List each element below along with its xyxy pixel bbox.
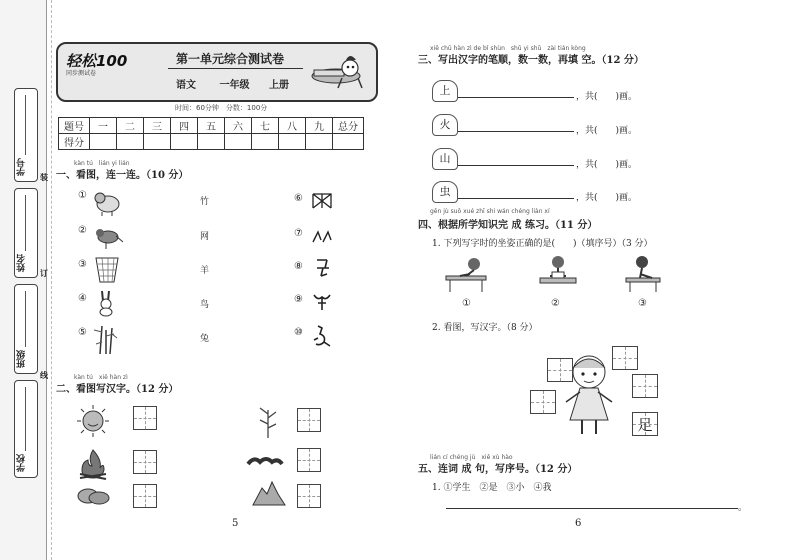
posture-picture-2-icon [536,254,580,294]
stroke-order-line[interactable] [458,131,574,132]
bug-picture-icon [244,454,284,470]
item-number: ⑨ [294,294,303,305]
score-cell[interactable] [90,134,117,150]
posture-picture-3-icon [622,254,664,294]
section2-heading: 二、看图写汉字。（12 分） [56,384,179,395]
score-cell[interactable] [171,134,198,150]
subject: 语文 [176,80,196,91]
rabbit-picture-icon [94,289,118,317]
row-label-question: 题号 [59,118,90,134]
column-header: 八 [279,118,306,134]
match-word: 羊 [200,266,210,276]
item-number: ⑦ [294,228,303,239]
match-word: 兔 [200,334,210,344]
stone-picture-icon [76,482,110,506]
section5-question1: 1. ①学生 ②是 ③小 ④我 [432,483,552,493]
cartoon-mascot-icon [308,50,370,94]
class-box [14,284,38,374]
ancient-glyph-bird-icon [312,324,332,348]
seal-char: 线 [40,371,48,380]
writing-grid[interactable] [133,450,157,474]
stroke-count-blank[interactable]: ，共( )画。 [576,160,638,170]
sheep-picture-icon [94,190,122,216]
writing-grid[interactable] [297,408,321,432]
score-cell[interactable] [225,134,252,150]
section1-pinyin: kàn tú lián yi lián [74,160,130,167]
stroke-char-badge: 虫 [432,181,458,203]
item-number: ⑤ [78,327,87,338]
seal-char: 装 [40,173,48,182]
title-banner [56,42,378,102]
writing-grid[interactable] [547,358,573,382]
section4-pinyin: gēn jù suǒ xué zhī shi wán chéng liàn xí [430,208,550,215]
page-number-right: 6 [575,518,582,529]
column-header: 三 [144,118,171,134]
score-cell[interactable] [144,134,171,150]
column-header-total: 总分 [333,118,364,134]
section3-heading: 三、写出汉字的笔顺，数一数，再填 空。（12 分） [418,55,644,66]
paper-info [176,76,289,91]
school-box [14,380,38,478]
score-table [58,117,364,150]
match-word: 网 [200,232,210,242]
school-label: 学校 [17,454,27,472]
column-header: 二 [117,118,144,134]
ancient-glyph-net-icon [311,192,333,210]
bird-picture-icon [94,224,124,250]
student-id-label: 学号 [17,158,27,176]
column-header: 九 [306,118,333,134]
answer-end-mark: 。 [738,503,748,513]
student-id-box [14,88,38,182]
writing-grid[interactable] [530,390,556,414]
answer-line[interactable] [446,508,738,509]
given-char: 足 [637,415,653,434]
page-number-left: 5 [232,518,239,529]
grade: 一年级 [219,80,250,91]
stroke-order-line[interactable] [458,97,574,98]
ancient-glyph-rabbit-icon [313,258,331,278]
match-word: 鸟 [200,300,210,310]
item-number: ⑩ [294,327,303,338]
stroke-char-badge: 山 [432,148,458,170]
row-label-score: 得分 [59,134,90,150]
fire-picture-icon [78,448,108,480]
time-score-info: 时间：60分钟 分数：100分 [175,104,268,112]
item-number: ② [78,225,87,236]
choice-number[interactable]: ① [462,298,471,309]
score-cell[interactable] [252,134,279,150]
item-number: ④ [78,293,87,304]
term: 上册 [268,80,289,91]
writing-grid[interactable] [133,406,157,430]
stroke-count-blank[interactable]: ，共( )画。 [576,92,638,102]
name-box [14,188,38,278]
item-number: ③ [78,259,87,270]
choice-number[interactable]: ③ [638,298,647,309]
section5-pinyin: lián cí chéng jù xiě xù hào [430,454,513,461]
section4-question2: 2. 看图，写汉字。（8 分） [432,323,538,333]
section2-pinyin: kàn tú xiě hàn zì [74,374,128,381]
fold-line [51,0,52,560]
logo-subtitle: 同步测试卷 [66,70,97,77]
sun-picture-icon [76,404,110,438]
bamboo-picture-icon [92,324,118,356]
name-label: 姓名 [17,254,27,272]
stroke-char-badge: 上 [432,80,458,102]
section3-pinyin: xiě chū hàn zì de bǐ shùn shǔ yi shǔ zài tián kòng [430,45,586,52]
mountain-picture-icon [252,480,286,506]
item-number: ⑧ [294,261,303,272]
paper-title: 第一单元综合测试卷 [176,52,285,66]
column-header: 七 [252,118,279,134]
section5-heading: 五、连词 成 句，写序号。（12 分） [418,464,578,475]
binding-strip [0,0,47,560]
writing-grid[interactable] [632,374,658,398]
writing-grid[interactable] [133,484,157,508]
writing-grid[interactable] [297,448,321,472]
stroke-count-blank[interactable]: ，共( )画。 [576,126,638,136]
section1-heading: 一、看图，连一连。（10 分） [56,170,189,181]
item-number: ⑥ [294,193,303,204]
score-cell[interactable] [198,134,225,150]
stroke-char-badge: 火 [432,114,458,136]
seal-char: 订 [40,269,48,278]
item-number: ① [78,190,87,201]
writing-grid[interactable] [297,484,321,508]
column-header: 五 [198,118,225,134]
posture-picture-1-icon [444,254,492,294]
choice-number[interactable]: ② [551,298,560,309]
logo: 轻松100 [66,52,128,70]
section4-question1: 1. 下列写字时的坐姿正确的是( )（填序号）（3 分） [432,239,653,249]
title-divider [168,68,303,69]
net-picture-icon [92,256,122,284]
grass-picture-icon [256,404,280,440]
column-header: 四 [171,118,198,134]
stroke-count-blank[interactable]: ，共( )画。 [576,193,638,203]
ancient-glyph-bamboo-icon [311,228,333,244]
match-word: 竹 [200,197,210,207]
stroke-order-line[interactable] [458,165,574,166]
column-header: 六 [225,118,252,134]
writing-grid [632,412,658,436]
column-header: 一 [90,118,117,134]
section4-heading: 四、根据所学知识完 成 练习。（11 分） [418,220,598,231]
writing-grid[interactable] [612,346,638,370]
score-cell[interactable] [117,134,144,150]
ancient-glyph-sheep-icon [312,291,332,311]
stroke-order-line[interactable] [458,198,574,199]
score-cell[interactable] [279,134,306,150]
class-label: 班级 [17,350,27,368]
score-cell-total[interactable] [333,134,364,150]
score-cell[interactable] [306,134,333,150]
